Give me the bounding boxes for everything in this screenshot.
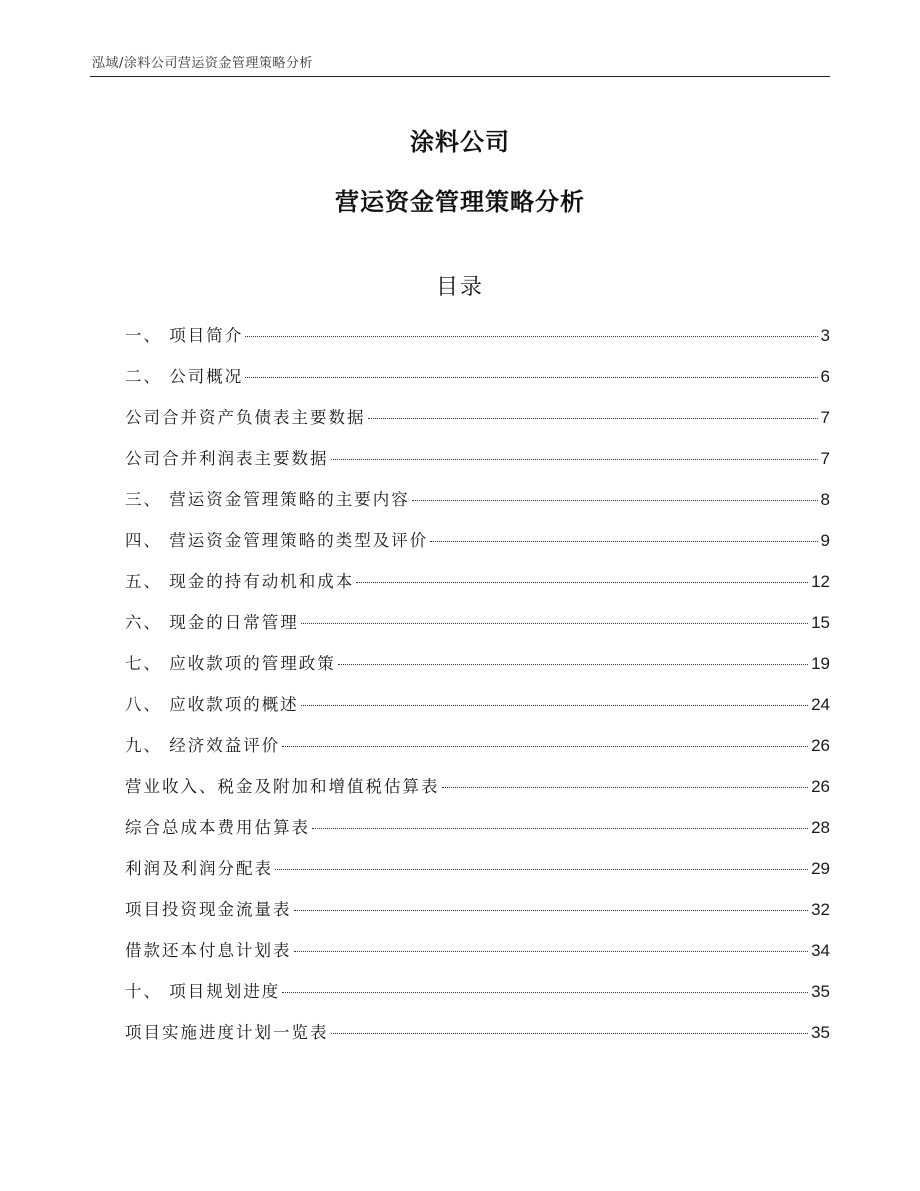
toc-entry-page: 7	[820, 408, 830, 427]
toc-entry-page: 26	[811, 777, 830, 796]
toc-entry-page: 19	[811, 654, 830, 673]
toc-leader-dots	[430, 541, 817, 542]
toc-entry[interactable]	[125, 322, 830, 363]
toc-entry[interactable]	[125, 1019, 830, 1060]
toc-entry-label: 五、 现金的持有动机和成本	[125, 572, 355, 591]
toc-leader-dots	[368, 418, 818, 419]
toc-entry[interactable]	[125, 773, 830, 814]
running-header: 泓域/涂料公司营运资金管理策略分析	[92, 56, 313, 71]
toc-entry-page: 35	[811, 1023, 830, 1042]
toc-entry-label: 利润及利润分配表	[125, 859, 273, 878]
toc-entry-label: 九、 经济效益评价	[125, 736, 281, 755]
toc-entry-label: 八、 应收款项的概述	[125, 695, 299, 714]
toc-entry-page: 34	[811, 941, 830, 960]
document-title-subject: 营运资金管理策略分析	[335, 188, 585, 216]
toc-entry-label: 营业收入、税金及附加和增值税估算表	[125, 777, 440, 796]
toc-entry[interactable]	[125, 609, 830, 650]
toc-entry-page: 26	[811, 736, 830, 755]
toc-entry[interactable]	[125, 691, 830, 732]
toc-entry[interactable]	[125, 978, 830, 1019]
toc-entry-page: 12	[811, 572, 830, 591]
toc-entry[interactable]	[125, 486, 830, 527]
toc-entry-page: 24	[811, 695, 830, 714]
toc-entry-label: 公司合并利润表主要数据	[125, 449, 329, 468]
toc-leader-dots	[294, 910, 809, 911]
toc-entry[interactable]	[125, 404, 830, 445]
header-rule	[90, 76, 830, 77]
toc-entry[interactable]	[125, 363, 830, 404]
toc-leader-dots	[356, 582, 808, 583]
toc-leader-dots	[312, 828, 808, 829]
toc-leader-dots	[301, 705, 808, 706]
toc-entry-page: 29	[811, 859, 830, 878]
toc-entry-label: 七、 应收款项的管理政策	[125, 654, 336, 673]
toc-entry[interactable]	[125, 937, 830, 978]
document-title-company: 涂料公司	[410, 128, 510, 156]
toc-leader-dots	[275, 869, 808, 870]
toc-entry-page: 32	[811, 900, 830, 919]
toc-entry[interactable]	[125, 896, 830, 937]
toc-entry-page: 8	[820, 490, 830, 509]
toc-entry[interactable]	[125, 814, 830, 855]
toc-entry-page: 9	[820, 531, 830, 550]
toc-entry-label: 公司合并资产负债表主要数据	[125, 408, 366, 427]
toc-entry-label: 项目实施进度计划一览表	[125, 1023, 329, 1042]
toc-entry[interactable]	[125, 527, 830, 568]
toc-leader-dots	[245, 336, 817, 337]
toc-entry[interactable]	[125, 855, 830, 896]
toc-entry-label: 借款还本付息计划表	[125, 941, 292, 960]
toc-leader-dots	[331, 459, 818, 460]
toc-leader-dots	[294, 951, 809, 952]
toc-entry[interactable]	[125, 445, 830, 486]
toc-leader-dots	[338, 664, 808, 665]
toc-entry[interactable]	[125, 732, 830, 773]
toc-leader-dots	[282, 992, 808, 993]
toc-entry-label: 二、 公司概况	[125, 367, 244, 386]
toc-entry-label: 综合总成本费用估算表	[125, 818, 310, 837]
toc-entry-label: 项目投资现金流量表	[125, 900, 292, 919]
toc-entry-page: 3	[820, 326, 830, 345]
toc-leader-dots	[245, 377, 817, 378]
toc-entry[interactable]	[125, 568, 830, 609]
toc-leader-dots	[301, 623, 808, 624]
toc-entry-page: 28	[811, 818, 830, 837]
toc-entry-page: 35	[811, 982, 830, 1001]
table-of-contents	[125, 322, 830, 1060]
toc-entry-page: 6	[820, 367, 830, 386]
toc-leader-dots	[282, 746, 808, 747]
toc-entry-page: 7	[820, 449, 830, 468]
toc-leader-dots	[412, 500, 818, 501]
toc-leader-dots	[331, 1033, 809, 1034]
toc-entry-label: 四、 营运资金管理策略的类型及评价	[125, 531, 429, 550]
toc-entry-label: 三、 营运资金管理策略的主要内容	[125, 490, 410, 509]
toc-entry-page: 15	[811, 613, 830, 632]
toc-entry-label: 六、 现金的日常管理	[125, 613, 299, 632]
toc-heading: 目录	[435, 275, 484, 300]
toc-entry[interactable]	[125, 650, 830, 691]
toc-entry-label: 一、 项目简介	[125, 326, 244, 345]
toc-entry-label: 十、 项目规划进度	[125, 982, 281, 1001]
toc-leader-dots	[442, 787, 809, 788]
